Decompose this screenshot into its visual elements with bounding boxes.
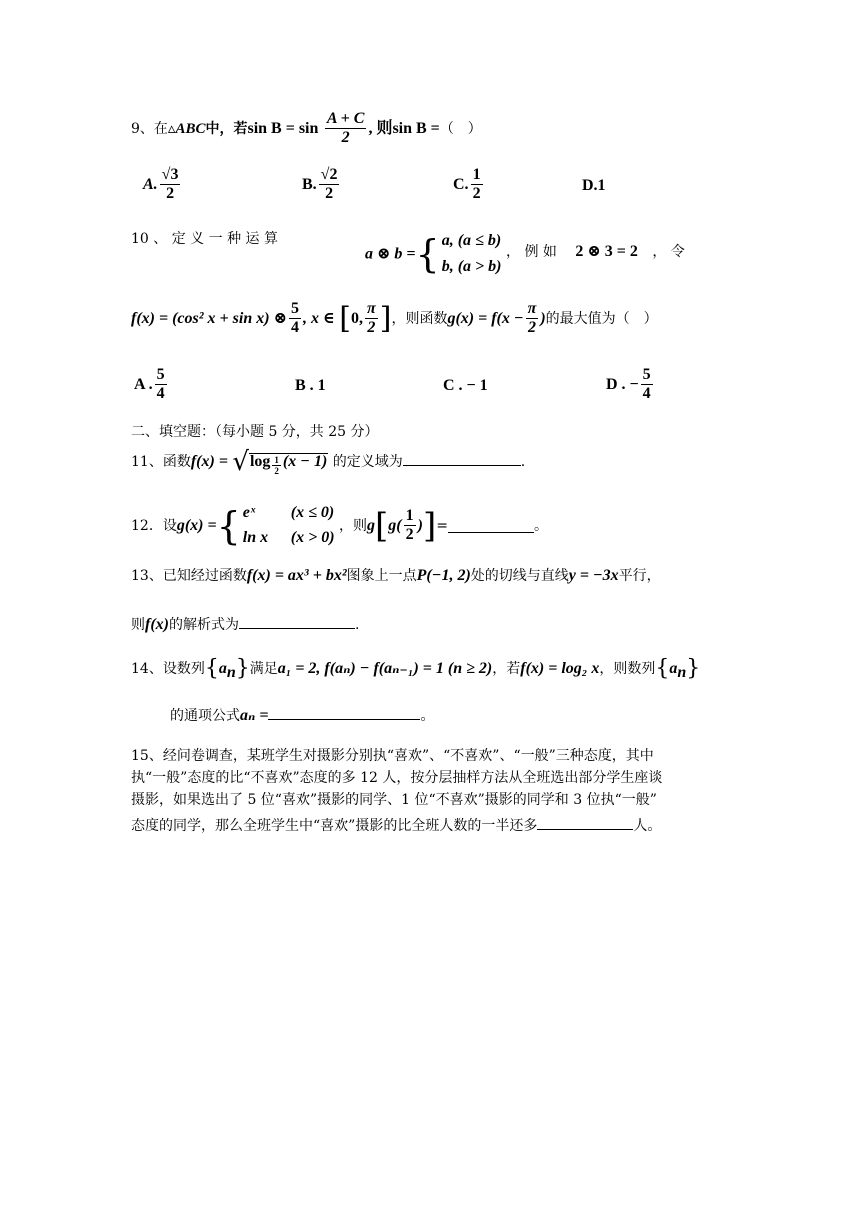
q14-prefix: 14、设数列 (131, 661, 205, 677)
q12-prefix: 12．设 (131, 517, 177, 534)
q10-brace: { (415, 231, 440, 276)
question-13-line1 (131, 568, 661, 584)
q10-case1: a, (a ≤ b) (441, 232, 502, 249)
q12-close: ) (417, 516, 423, 534)
q10-interval-left: 0, (351, 309, 363, 327)
question-10-line1 (131, 232, 278, 246)
q9-option-a (143, 166, 182, 204)
q10-g-pi: π (526, 300, 539, 319)
q13-line: y = −3x (568, 567, 619, 584)
q9-c-frac (471, 166, 483, 204)
q12-eq: = (436, 517, 448, 534)
q12-inner: g( (388, 516, 402, 534)
q10-op: a ⊗ b = (365, 245, 416, 263)
q10-ling: ， 令 (652, 244, 685, 260)
q9-den: 2 (341, 129, 350, 147)
q9-num: A + C (325, 110, 367, 129)
q9-tail: , 则sin B = (368, 119, 440, 137)
q14-cond: a₁ = 2, f(aₙ) − f(aₙ₋₁) = 1 (n ≥ 2) (277, 660, 493, 677)
q11-arg: (x − 1) (282, 453, 328, 470)
q10-f: f(x) = (cos² x + sin x) ⊗ (131, 309, 287, 327)
q15-line2: 执“一般”态度的比“不喜欢”态度的多 12 人，按分层抽样方法从全班选出部分学生座谈 (131, 770, 663, 786)
q14-brace-close-2: } (686, 656, 701, 681)
q9-c-num: 1 (471, 166, 483, 185)
q15-line4-text: 态度的同学，那么全班学生中“喜欢”摄影的比全班人数的一半还多 (131, 818, 538, 834)
q9-a-label: A. (143, 175, 158, 193)
q12-bracket-right: ] (422, 505, 437, 546)
q13-line2-prefix: 则 (131, 617, 145, 633)
q11-end: . (520, 454, 526, 470)
q15-line1: 15、经问卷调查，某班学生对摄影分别执“喜欢”、“不喜欢”、“一般”三种态度，其中 (131, 748, 654, 764)
q14-brace-close: } (235, 656, 250, 681)
q13-answer-blank[interactable] (239, 614, 355, 629)
q12-half (404, 507, 416, 545)
q10-four: 4 (290, 319, 299, 337)
q9-paren: （ ） (439, 120, 482, 137)
q10-option-c: C . − 1 (443, 377, 488, 394)
q13-mid2: 处的切线与直线 (470, 568, 569, 584)
q9-option-d: D.1 (582, 177, 606, 194)
q14-brace-open-2: { (655, 656, 670, 681)
q9-fraction (325, 110, 367, 148)
q10-a-den: 4 (156, 385, 165, 403)
q12-then: ，则 (339, 517, 368, 534)
q14-fdef: f(x) = log₂ x (520, 660, 600, 677)
section-2-header: 二、填空题：（每小题 5 分，共 25 分） (131, 424, 379, 440)
q10-g-two: 2 (527, 319, 536, 337)
q13-mid: 图象上一点 (346, 568, 417, 584)
q10-g-close: ) (540, 309, 546, 327)
q10-prefix: 10 、 定 义 一 种 运 算 (131, 231, 278, 247)
q10-operation (365, 228, 502, 279)
question-11 (131, 449, 525, 476)
q13-prefix: 13、已知经过函数 (131, 568, 247, 584)
q11-answer-blank[interactable] (403, 451, 521, 466)
q10-a-label: A . (134, 375, 153, 393)
q14-brace-open: { (204, 656, 219, 681)
q9-mid: 中，若 (205, 120, 248, 137)
q10-d-frac (641, 366, 653, 404)
q10-domain: , x ∈ (302, 309, 335, 327)
q13-end1: 平行， (618, 568, 661, 584)
q12-g: g(x) = (176, 516, 217, 534)
q12-case2-cond: (x > 0) (290, 528, 335, 546)
q14-end: 。 (420, 708, 435, 724)
q11-sqrt-sign: √ (232, 447, 249, 477)
q11-base-num: 1 (274, 454, 279, 465)
q11-log: log (249, 453, 271, 470)
q10-example-text: ， 例 如 (506, 244, 557, 260)
q14-if: ，若 (492, 661, 521, 677)
q9-b-label: B. (302, 175, 317, 193)
question-14-line2 (170, 705, 434, 724)
q14-satisfy: 满足 (249, 661, 278, 677)
q12-case1-cond: (x ≤ 0) (290, 504, 335, 521)
q9-option-b (302, 166, 341, 204)
q10-g-pi-half (526, 300, 539, 338)
q15-end: 人。 (633, 818, 662, 834)
q10-bracket-left: [ (339, 300, 351, 336)
q10-d-den: 4 (642, 385, 651, 403)
q9-prefix: 9、在 (131, 120, 168, 137)
q12-answer-blank[interactable] (448, 518, 534, 533)
q9-c-den: 2 (472, 185, 481, 203)
q12-case1-expr: eˣ (242, 504, 256, 521)
q14-seq-2: a (669, 660, 678, 677)
q10-case2: b, (a > b) (441, 257, 502, 275)
q11-base (272, 455, 281, 477)
q9-a-den: 2 (166, 185, 175, 203)
q13-line2-suffix: 的解析式为 (168, 617, 239, 633)
q14-line2-prefix: 的通项公式 (170, 708, 240, 724)
q10-option-d (606, 366, 655, 404)
q9-b-den: 2 (325, 185, 334, 203)
q9-a-num: √3 (160, 166, 181, 185)
q10-d-num: 5 (641, 366, 653, 385)
q10-g: g(x) = f(x − (447, 309, 524, 327)
q15-line4 (131, 815, 661, 833)
q11-radicand (249, 453, 328, 476)
q10-pi: π (365, 300, 378, 319)
q10-text3: 的最大值为（ ） (545, 310, 658, 327)
question-10-line2 (131, 300, 658, 338)
q10-d-label: D . − (606, 375, 639, 393)
q11-base-den: 2 (274, 466, 279, 476)
q10-pi-half (365, 300, 378, 338)
q10-text2: ，则函数 (391, 310, 448, 327)
q10-five: 5 (289, 300, 301, 319)
q10-example (506, 244, 685, 260)
q10-option-b: B . 1 (295, 377, 326, 394)
q14-sub-n: n (226, 663, 236, 681)
q13-func: f(x) = ax³ + bx² (246, 567, 347, 584)
q13-end2: . (354, 617, 360, 633)
q14-sub-n-2: n (677, 663, 687, 681)
q10-a-frac (155, 366, 167, 404)
q10-cases (442, 228, 502, 279)
q10-five-fourths (289, 300, 301, 338)
question-12 (131, 501, 548, 551)
q13-fx: f(x) (145, 616, 169, 633)
q9-option-c (453, 166, 485, 204)
q11-f: f(x) = (190, 453, 228, 470)
q9-a-frac (160, 166, 181, 204)
q10-two: 2 (367, 319, 376, 337)
q11-suffix: 的定义域为 (332, 454, 403, 470)
q12-one: 1 (404, 507, 416, 526)
q12-brace: { (216, 503, 241, 548)
question-14-line1 (131, 658, 700, 681)
q9-c-label: C. (453, 175, 469, 193)
q9-b-num: √2 (319, 166, 340, 185)
q9-triangle: ▵ABC (167, 120, 206, 137)
q14-an: aₙ = (240, 707, 269, 724)
q12-bracket-left: [ (375, 505, 389, 546)
q14-seq: a (218, 660, 227, 677)
q9-b-frac (319, 166, 340, 204)
q13-point: P(−1, 2) (416, 567, 471, 584)
q14-answer-blank[interactable] (268, 705, 420, 720)
q9-lhs: sin B = sin (247, 119, 319, 137)
q10-option-a (134, 366, 169, 404)
q10-bracket-right: ] (379, 300, 392, 336)
question-9 (131, 110, 482, 148)
question-13-line2 (131, 614, 359, 633)
q11-prefix: 11、函数 (131, 454, 191, 470)
q10-a-num: 5 (155, 366, 167, 385)
q14-then: ，则数列 (599, 661, 656, 677)
q12-outer-g: g (367, 516, 376, 534)
q12-end: 。 (533, 517, 548, 534)
q10-example-expr: 2 ⊗ 3 = 2 (575, 243, 638, 260)
q15-answer-blank[interactable] (537, 815, 633, 830)
q12-two: 2 (405, 526, 414, 544)
q15-line3: 摄影，如果选出了 5 位“喜欢”摄影的同学、1 位“不喜欢”摄影的同学和 3 位执“一般” (131, 792, 657, 808)
q12-case2-expr: ln x (242, 528, 269, 546)
q12-cases (243, 501, 335, 551)
